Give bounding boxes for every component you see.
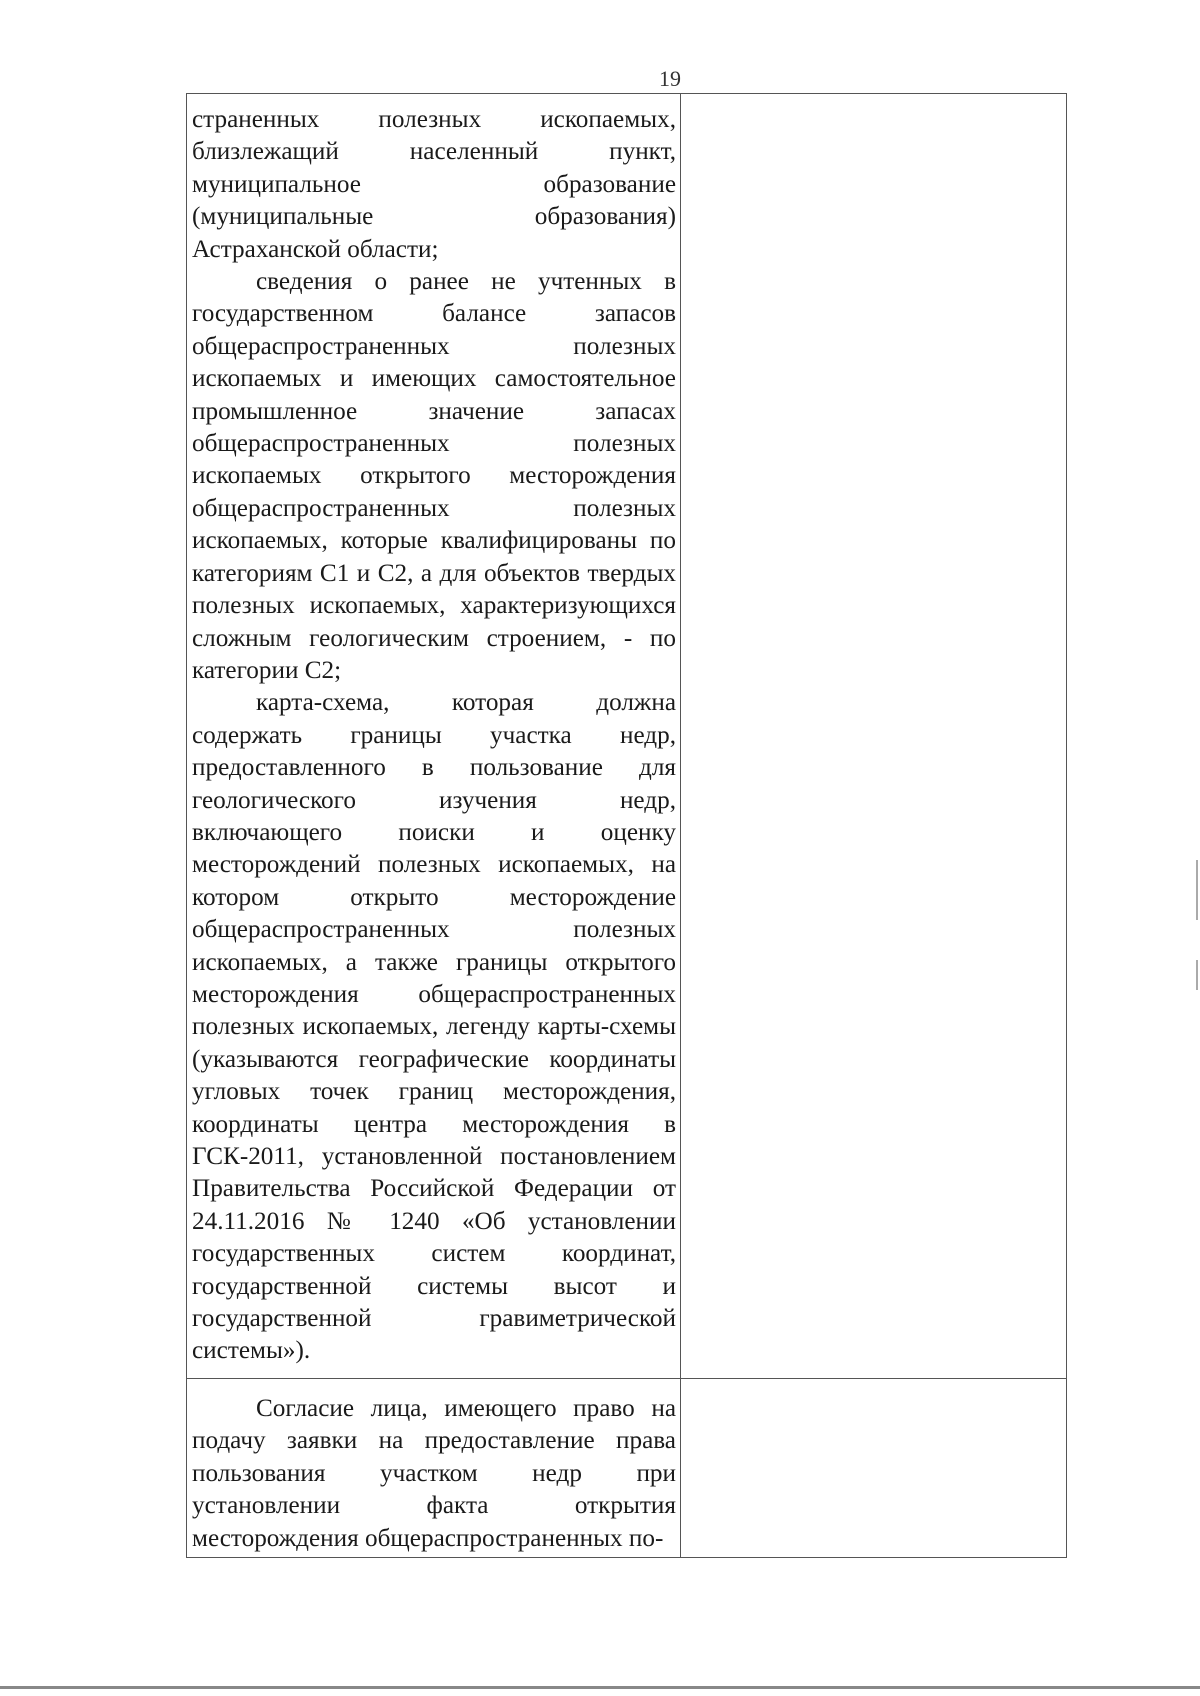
table-row [187, 1379, 1067, 1558]
table-cell-right [681, 1379, 1067, 1558]
scan-edge-mark [1196, 960, 1198, 990]
paragraph: страненных полезных ископаемых, близлежащий населенный пункт, муниципальное образование (муниципальные образования) Астраханской области; [192, 106, 676, 263]
table-cell-right [681, 94, 1067, 1379]
table-cell-left [187, 94, 681, 1379]
document-table [186, 93, 1067, 1558]
cell-text [187, 1379, 680, 1557]
paragraph: Согласие лица, имеющего право на подачу заявки на предоставление права пользования участком недр при установлении факта открытия месторождения общераспространенных по- [192, 1395, 676, 1552]
scan-edge-mark [1196, 860, 1198, 920]
table-row [187, 94, 1067, 1379]
paragraph: карта-схема, которая должна содержать границы участка недр, предоставленного в пользование для геологического изучения недр, включающего поиски и оценку месторождений полезных ископаемых, на котором открыто месторождение общераспространенных полезных ископаемых, а также границы открытого месторождения общераспространенных полезных ископаемых, легенду карты-схемы (указываются географические координаты угловых точек границ месторождения, координаты центра месторождения в ГСК-2011, установленной постановлением Правительства Российской Федерации от 24.11.2016 № 1240 «Об установлении государственных систем координат, государственной системы высот и государственной гравиметрической системы»). [192, 689, 676, 1365]
scan-bottom-edge [0, 1686, 1200, 1689]
page-number: 19 [659, 66, 681, 91]
table-cell-left [187, 1379, 681, 1558]
cell-text [187, 94, 680, 1378]
paragraph: сведения о ранее не учтенных в государственном балансе запасов общераспространенных полезных ископаемых и имеющих самостоятельное промышленное значение запасах общераспространенных полезных ископаемых открытого месторождения общераспространенных полезных ископаемых, которые квалифицированы по категориям С1 и С2, а для объектов твердых полезных ископаемых, характеризующихся сложным геологическим строением, - по категории С2; [192, 268, 676, 684]
